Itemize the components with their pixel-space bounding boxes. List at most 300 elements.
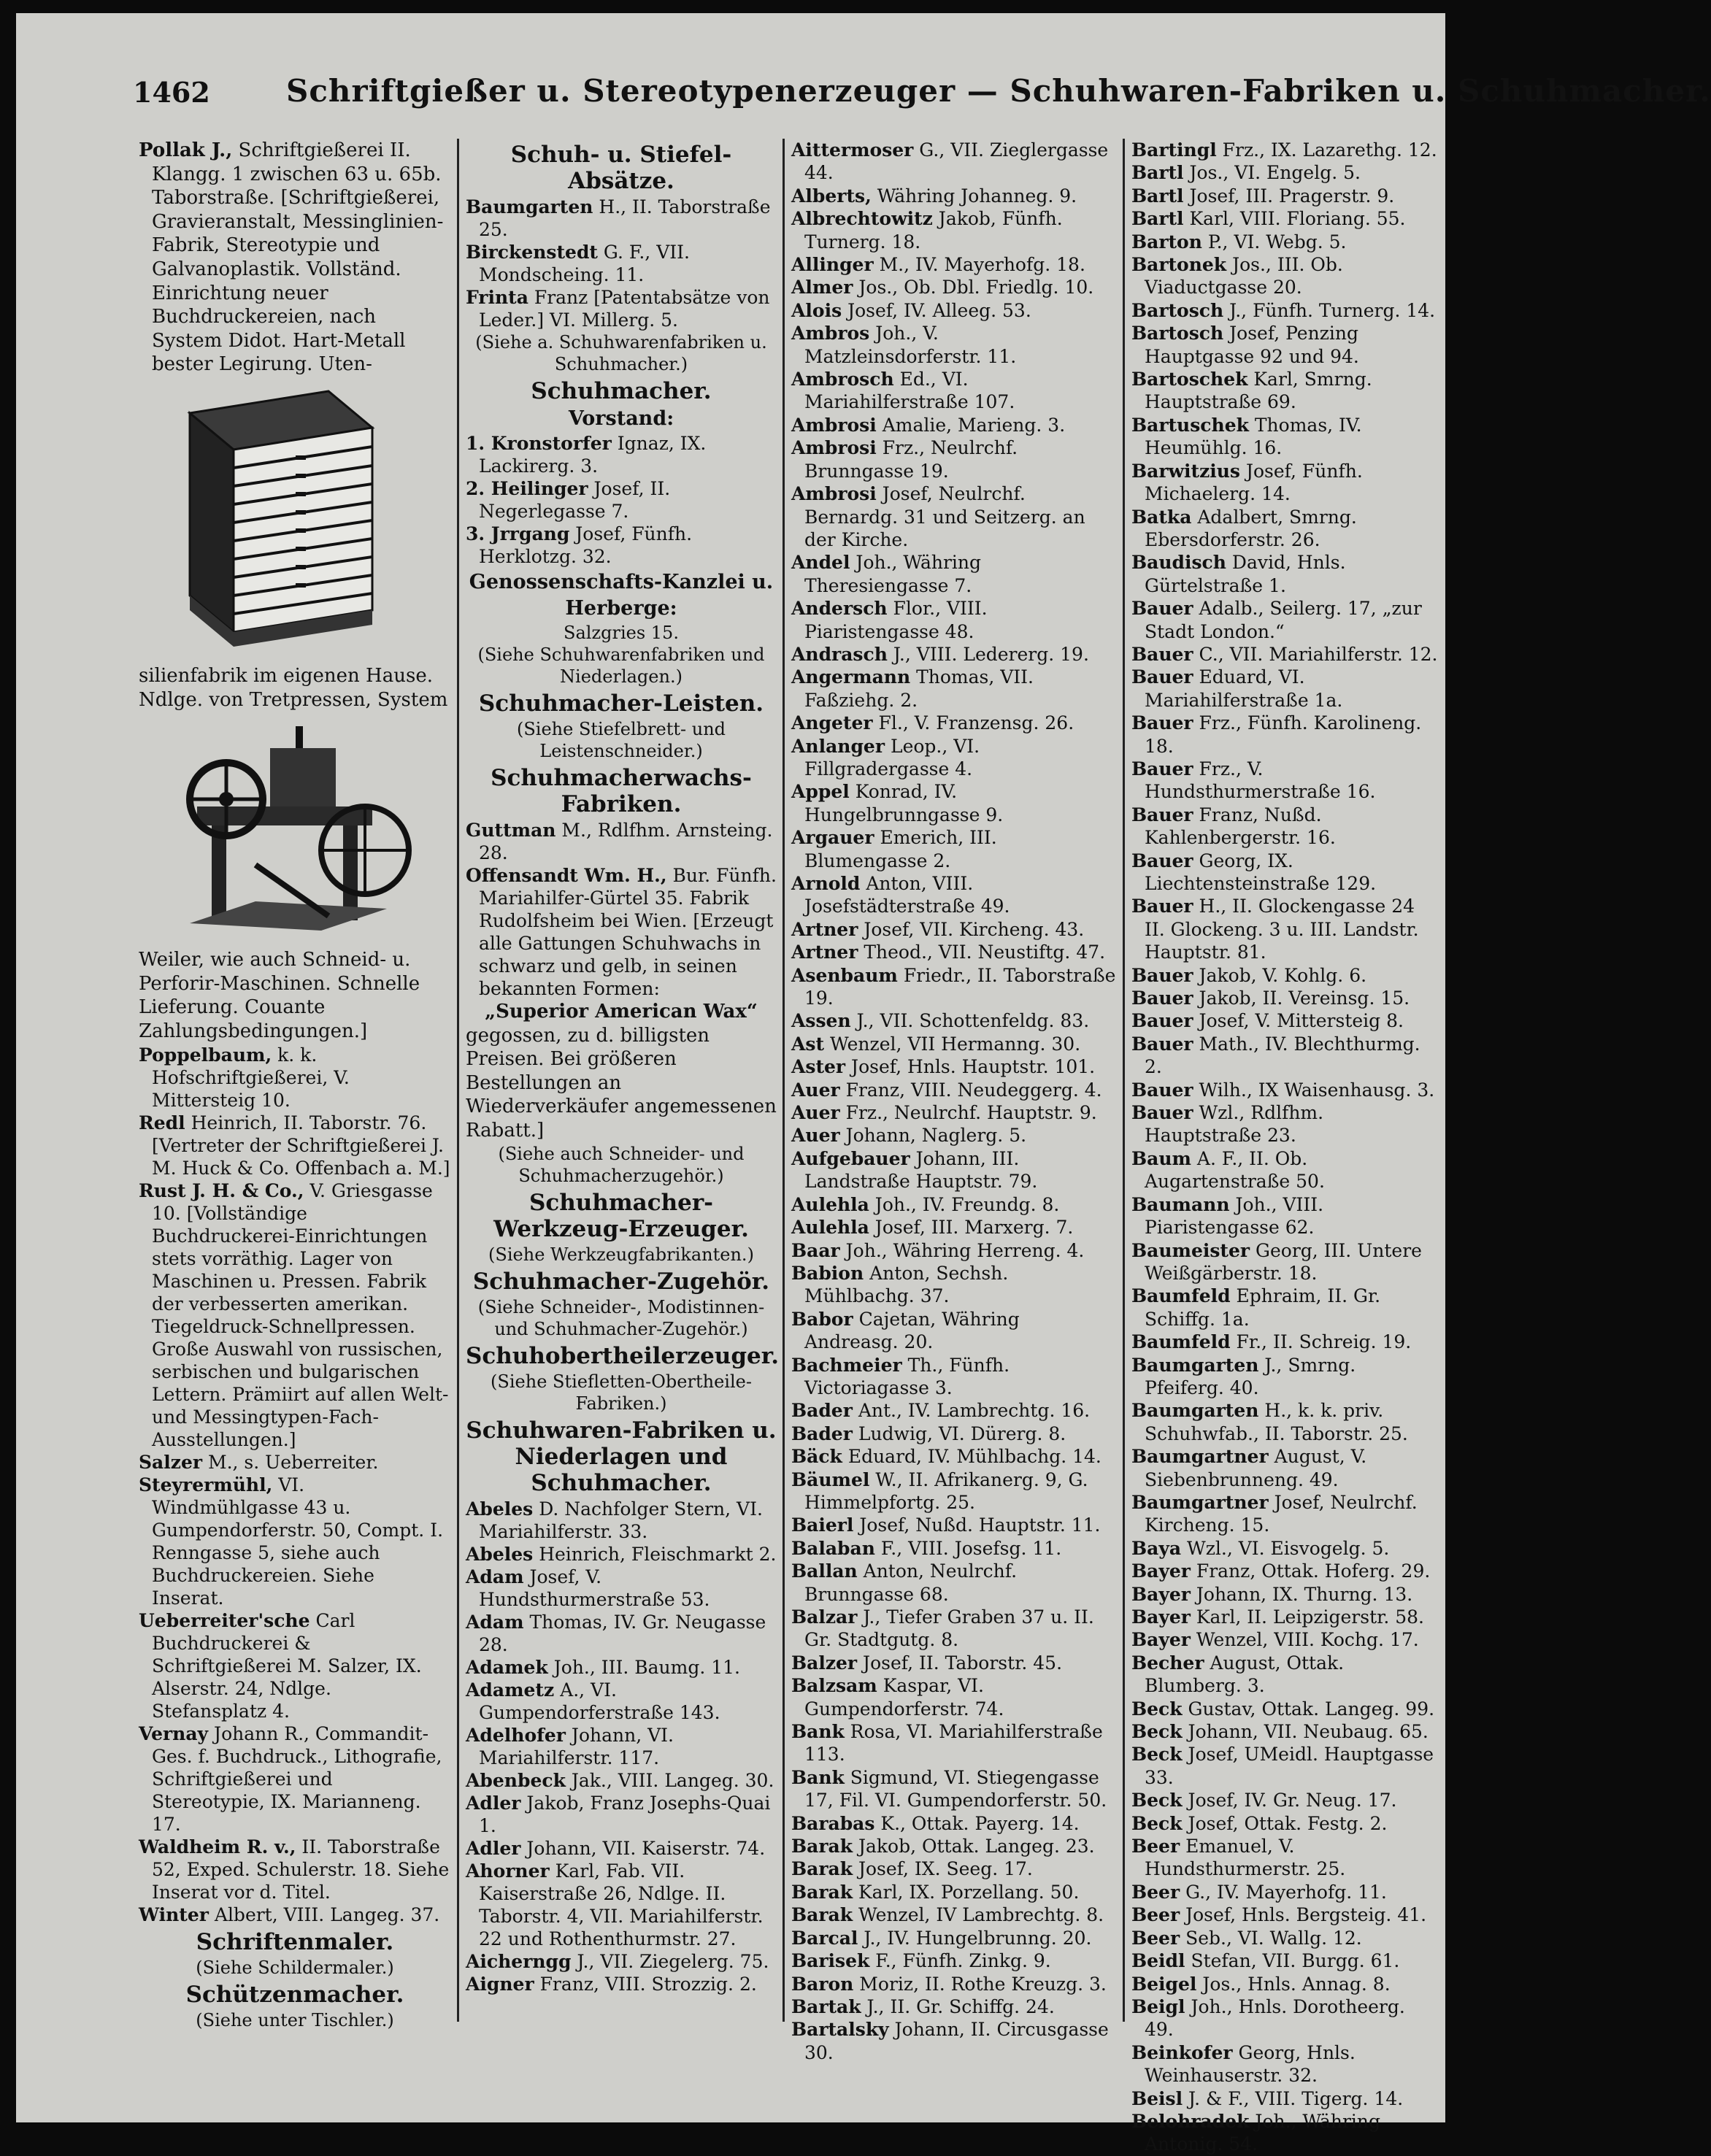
entry-name: Adler [466, 1792, 521, 1814]
entry-details: J., Smrng. Pfeiferg. 40. [1145, 1354, 1356, 1398]
entry-details: Bur. Fünfh. Mariahilfer-Gürtel 35. Fabrik Rudolfsheim bei Wien. [Erzeugt alle Gattungen Schuhwachs in schwarz und gelb, in seinen bekannten Formen: [479, 865, 777, 999]
directory-entry [1131, 2087, 1439, 2110]
entry-name: Bayer [1131, 1629, 1191, 1651]
section-heading: Schuhmacher-Werkzeug-Erzeuger. [493, 1189, 749, 1242]
directory-entry [791, 1835, 1117, 1857]
entry-details: Ludwig, VI. Dürerg. 8. [852, 1422, 1066, 1444]
entry-details: Franz [Patentabsätze von Leder.] VI. Millerg. 5. [479, 287, 770, 331]
entry-details: Leop., VI. Fillgradergasse 4. [804, 735, 980, 779]
type-cabinet-illustration [161, 384, 453, 654]
column-1-top-entries [139, 139, 451, 377]
entry-details: Josef, Fünfh. Michaelerg. 14. [1145, 460, 1363, 505]
directory-entry [1131, 1445, 1439, 1491]
entry-name: Bartak [791, 1995, 861, 2017]
directory-entry [1131, 1399, 1439, 1445]
directory-entry [1131, 1812, 1439, 1835]
entry-name: Bauer [1131, 896, 1193, 917]
entry-name: Baumgarten [1131, 1400, 1259, 1422]
section-heading: Schützenmacher. [185, 1981, 404, 2008]
directory-entry [791, 1445, 1117, 1468]
entry-name: Baumgarten [1131, 1354, 1259, 1376]
entry-name: Artner [791, 918, 858, 940]
directory-entry [466, 1792, 777, 1837]
entry-details: Josef, Penzing Hauptgasse 92 und 94. [1145, 323, 1359, 367]
entry-details: VI. Windmühlgasse 43 u. Gumpendorferstr. 50, Compt. I. Renngasse 5, siehe auch Buchdruckereien. Siehe Inserat. [152, 1474, 444, 1609]
directory-entry [791, 207, 1117, 253]
entry-details: Frz., IX. Lazarethg. 12. [1216, 139, 1437, 161]
entry-details: J., Fünfh. Turnerg. 14. [1223, 299, 1436, 321]
entry-details: Joh., III. Baumg. 11. [547, 1656, 740, 1678]
directory-entry [139, 1836, 451, 1903]
directory-entry [466, 286, 777, 331]
directory-entry [791, 1881, 1117, 1903]
entry-name: Babor [791, 1308, 853, 1330]
entry-name: Bartl [1131, 208, 1184, 230]
entry-details: Josef, Neulrchf. Kircheng. 15. [1145, 1491, 1418, 1536]
column-1 [139, 139, 451, 2034]
entry-name: Baron [791, 1973, 854, 1995]
directory-entry [466, 1656, 777, 1679]
entry-details: Ed., VI. Mariahilferstraße 107. [804, 369, 1015, 413]
entry-details: Josef, Nußd. Hauptstr. 11. [853, 1514, 1101, 1536]
directory-entry [1131, 231, 1439, 253]
entry-name: Beck [1131, 1744, 1183, 1766]
entry-name: Assen [791, 1010, 851, 1032]
column-1-sections [139, 1929, 451, 2031]
entry-details: Johann, VI. Mariahilferstr. 117. [479, 1724, 674, 1768]
directory-entry [466, 432, 777, 477]
entry-details: Johann, VII. Neubaug. 65. [1182, 1721, 1429, 1743]
entry-name: Bauer [1131, 1033, 1193, 1055]
entry-details: Carl Buchdruckerei & Schriftgießerei M. Salzer, IX. Alserstr. 24, Ndlge. Stefansplatz 4. [152, 1609, 422, 1722]
entry-details: Josef, Fünfh. Herklotzg. 32. [479, 523, 693, 567]
entry-details: Josef, IV. Gr. Neug. 17. [1182, 1790, 1397, 1812]
section-entries [466, 432, 777, 568]
directory-entry [791, 1927, 1117, 1949]
entry-details: H., II. Taborstraße 25. [479, 196, 771, 240]
directory-entry [791, 1857, 1117, 1880]
entry-name: Baumgartner [1131, 1491, 1269, 1513]
directory-entry [466, 1566, 777, 1611]
directory-entry [1131, 1147, 1439, 1193]
entry-name: Bauer [1131, 964, 1193, 986]
entry-name: 1. Kronstorfer [466, 433, 612, 454]
directory-entry [1131, 1698, 1439, 1720]
entry-details: Heinrich, II. Taborstr. 76. [Vertreter der Schriftgießerei J. M. Huck & Co. Offenbach a. M.] [152, 1112, 450, 1179]
directory-entry [791, 1354, 1117, 1400]
entry-name: Adler [466, 1837, 521, 1859]
directory-entry [1131, 185, 1439, 207]
entry-name: Barcal [791, 1927, 858, 1949]
entry-name: Adamek [466, 1656, 548, 1678]
entry-name: Abenbeck [466, 1769, 566, 1791]
entry-name: Baumgartner [1131, 1446, 1269, 1468]
entry-name: Vernay [139, 1722, 209, 1744]
directory-entry [1131, 1927, 1439, 1949]
entry-name: Anlanger [791, 735, 885, 757]
entry-details: Franz, Ottak. Hoferg. 29. [1190, 1560, 1431, 1582]
entry-details: Theod., VII. Neustiftg. 47. [858, 942, 1106, 963]
directory-entry [791, 2018, 1117, 2064]
entry-details: Jakob, II. Vereinsg. 15. [1193, 987, 1410, 1009]
entry-name: Bauer [1131, 804, 1193, 825]
entry-details: M., IV. Mayerhofg. 18. [873, 254, 1085, 276]
entry-details: Joh., IV. Freundg. 8. [869, 1193, 1060, 1215]
entry-details: Josef, II. Taborstr. 45. [857, 1652, 1063, 1674]
directory-entry [1131, 1560, 1439, 1582]
directory-entry [791, 780, 1117, 826]
directory-entry [791, 139, 1117, 185]
entry-details: Josef, IX. Seeg. 17. [853, 1858, 1033, 1880]
section-note: (Siehe Stiefletten-Obertheile-Fabriken.) [491, 1371, 752, 1414]
directory-entry [791, 1468, 1117, 1514]
entry-name: Winter [139, 1903, 209, 1925]
directory-entry [1131, 712, 1439, 758]
entry-details: Anton, VIII. Josefstädterstraße 49. [804, 873, 1010, 917]
entry-details: Amalie, Marieng. 3. [876, 414, 1066, 436]
entry-name: Auer [791, 1125, 840, 1147]
directory-entry [791, 1674, 1117, 1720]
entry-details: K., Ottak. Payerg. 14. [874, 1812, 1080, 1834]
section-note: (Siehe Werkzeugfabrikanten.) [488, 1244, 754, 1265]
entry-name: Bank [791, 1766, 845, 1788]
directory-entry [1131, 1583, 1439, 1606]
entry-details: Frz., Fünfh. Karolineng. 18. [1145, 712, 1422, 757]
entry-name: Abeles [466, 1498, 534, 1520]
directory-entry [1131, 643, 1439, 666]
entry-details: Johann, III. Landstraße Hauptstr. 79. [804, 1147, 1038, 1193]
directory-entry [791, 1079, 1117, 1101]
directory-entry [1131, 161, 1439, 184]
entry-details: Joh., Hnls. Dorotheerg. 49. [1145, 1995, 1405, 2041]
entry-name: Angermann [791, 666, 911, 688]
entry-details: Fl., V. Franzensg. 26. [872, 712, 1074, 734]
entry-details: G., VII. Zieglergasse 44. [804, 139, 1109, 184]
entry-name: Barisek [791, 1950, 870, 1972]
entry-details: Thomas, VII. Faßziehg. 2. [804, 666, 1034, 711]
directory-entry [1131, 964, 1439, 987]
column-rule [457, 139, 459, 2022]
entry-details: Gustav, Ottak. Langeg. 99. [1182, 1698, 1435, 1720]
entry-details: Franz, VIII. Neudeggerg. 4. [839, 1079, 1102, 1101]
entry-details: Fr., II. Schreig. 19. [1230, 1331, 1412, 1353]
section-heading: Schuhmacherwachs-Fabriken. [491, 765, 752, 817]
entry-details: Friedr., II. Taborstraße 19. [804, 964, 1116, 1009]
directory-entry [1131, 1903, 1439, 1926]
directory-entry [791, 368, 1117, 414]
directory-entry [1131, 1033, 1439, 1079]
entry-details: Joh., Währing Herreng. 4. [839, 1239, 1085, 1261]
directory-entry [791, 1973, 1117, 1995]
directory-entry [1131, 1009, 1439, 1032]
entry-name: Baumann [1131, 1193, 1230, 1215]
directory-entry [139, 1722, 451, 1836]
directory-entry [791, 1262, 1117, 1308]
entry-name: Almer [791, 277, 853, 299]
directory-entry [791, 712, 1117, 734]
directory-entry [791, 414, 1117, 436]
entry-details: Jakob, Franz Josephs-Quai 1. [479, 1792, 771, 1836]
section-entries [466, 196, 777, 331]
entry-name: Bauer [1131, 598, 1193, 620]
entry-details: Josef, V. Hundsthurmerstraße 53. [479, 1566, 710, 1610]
entry-details: Franz, VIII. Strozzig. 2. [534, 1973, 757, 1995]
entry-details: Wzl., Rdlfhm. Hauptstraße 23. [1145, 1102, 1324, 1147]
directory-entry [1131, 1720, 1439, 1743]
directory-entry [1131, 1743, 1439, 1789]
directory-entry [1131, 2110, 1439, 2156]
entry-name: Bartonek [1131, 254, 1227, 276]
column-4-entries [1131, 139, 1439, 2156]
entry-details: Jak., VIII. Langeg. 30. [565, 1769, 774, 1791]
entry-name: Andrasch [791, 643, 888, 665]
entry-details: Josef, III. Pragerstr. 9. [1183, 185, 1395, 207]
directory-entry [139, 139, 451, 377]
entry-name: Baierl [791, 1514, 854, 1536]
entry-name: Steyrermühl, [139, 1474, 273, 1495]
directory-entry [1131, 987, 1439, 1009]
entry-name: Aulehla [791, 1217, 869, 1239]
entry-name: Bauer [1131, 666, 1193, 688]
entry-details: Jakob, V. Kohlg. 6. [1193, 964, 1367, 986]
wax-brand: „Superior American Wax“ [485, 1001, 758, 1023]
directory-entry [791, 551, 1117, 597]
entry-name: Adam [466, 1566, 524, 1587]
entry-details: Johann, Naglerg. 5. [839, 1125, 1027, 1147]
entry-name: Beer [1131, 1836, 1180, 1857]
entry-details: J., VIII. Ledererg. 19. [887, 643, 1089, 665]
entry-details: Josef, Hnls. Hauptstr. 101. [845, 1056, 1096, 1078]
directory-entry [1131, 1239, 1439, 1285]
entry-details: P., VI. Webg. 5. [1201, 231, 1347, 253]
entry-name: Baumeister [1131, 1239, 1250, 1261]
entry-details: Frz., Neulrchf. Brunngasse 19. [804, 437, 1018, 482]
column-4 [1131, 139, 1439, 2156]
section-note: (Siehe a. Schuhwarenfabriken u. Schuhmacher.) [475, 332, 767, 374]
entry-details: Wilh., IX Waisenhausg. 3. [1193, 1079, 1435, 1101]
entry-name: Ast [791, 1033, 825, 1055]
directory-entry [791, 666, 1117, 712]
directory-entry [791, 1147, 1117, 1193]
entry-details: W., II. Afrikanerg. 9, G. Himmelpfortg. 25. [804, 1468, 1088, 1513]
directory-entry [466, 1837, 777, 1860]
entry-name: 2. Heilinger [466, 478, 588, 499]
entry-details: H., k. k. priv. Schuhwfab., II. Taborstr. 25. [1145, 1400, 1408, 1444]
directory-entry [466, 864, 777, 1000]
entry-name: Becher [1131, 1652, 1204, 1674]
column-3-entries [791, 139, 1117, 2064]
entry-name: Bayer [1131, 1606, 1191, 1628]
entry-details: Wenzel, VIII. Kochg. 17. [1190, 1629, 1419, 1651]
section-note: (Siehe auch Schneider- und Schuhmacherzugehör.) [498, 1143, 745, 1186]
entry-details: Johann R., Commandit-Ges. f. Buchdruck., Lithografie, Schriftgießerei und Stereotypie, IX. Marianneng. 17. [152, 1722, 442, 1835]
directory-entry [791, 1009, 1117, 1032]
directory-entry [1131, 299, 1439, 322]
entry-name: Artner [791, 942, 858, 963]
directory-entry [791, 482, 1117, 551]
entry-name: Bauer [1131, 1102, 1193, 1124]
entry-details: D. Nachfolger Stern, VI. Mariahilferstr. 33. [479, 1498, 763, 1542]
directory-entry [1131, 1285, 1439, 1331]
directory-entry [466, 1611, 777, 1656]
entry-name: Bäumel [791, 1468, 870, 1490]
entry-details: Thomas, IV. Heumühlg. 16. [1145, 414, 1362, 459]
directory-entry [1131, 1491, 1439, 1537]
directory-entry [791, 1995, 1117, 2018]
entry-details: Josef, UMeidl. Hauptgasse 33. [1145, 1744, 1434, 1788]
directory-entry [1131, 1537, 1439, 1560]
entry-details: Stefan, VII. Burgg. 61. [1185, 1950, 1400, 1972]
entry-name: Auer [791, 1079, 840, 1101]
entry-details: Jakob, Ottak. Langeg. 23. [853, 1836, 1095, 1857]
entry-name: Auer [791, 1102, 840, 1124]
entry-details: Seb., VI. Wallg. 12. [1180, 1927, 1362, 1949]
entry-name: Angeter [791, 712, 873, 734]
entry-name: Baudisch [1131, 552, 1226, 574]
section-note: (Siehe Stiefelbrett- und Leistenschneider.) [516, 719, 726, 761]
entry-details: Georg, IX. Liechtensteinstraße 129. [1145, 850, 1377, 894]
directory-entry [466, 1769, 777, 1792]
directory-entry [1131, 1835, 1439, 1881]
directory-entry [139, 1044, 451, 1112]
entry-name: Ballan [791, 1560, 858, 1582]
entry-name: Baumfeld [1131, 1285, 1231, 1307]
column-rule [1123, 139, 1125, 2022]
entry-details: Eduard, VI. Mariahilferstraße 1a. [1145, 666, 1343, 711]
entry-name: Barak [791, 1904, 853, 1926]
section-heading: Schuhmacher-Leisten. [478, 690, 764, 717]
directory-entry [1131, 368, 1439, 414]
entry-details: Josef, V. Mittersteig 8. [1193, 1010, 1404, 1032]
entry-name: Baum [1131, 1147, 1191, 1169]
directory-entry [791, 1399, 1117, 1422]
directory-entry [1131, 1995, 1439, 2041]
entry-details: Kaspar, VI. Gumpendorferstr. 74. [804, 1675, 1004, 1720]
entry-name: Bachmeier [791, 1354, 902, 1376]
column-rule [783, 139, 785, 2022]
directory-entry [791, 826, 1117, 872]
entry-name: Offensandt Wm. H., [466, 865, 667, 886]
entry-details: Albert, VIII. Langeg. 37. [208, 1903, 440, 1925]
entry-details: Karl, IX. Porzellang. 50. [853, 1881, 1080, 1903]
entry-details: Ephraim, II. Gr. Schiffg. 1a. [1145, 1285, 1381, 1330]
directory-entry [791, 1055, 1117, 1078]
entry-details: Frz., V. Hundsthurmerstraße 16. [1145, 758, 1376, 803]
entry-details: Schriftgießerei II. Klangg. 1 zwischen 63 u. 65b. Taborstraße. [Schriftgießerei, Gravieranstalt, Messinglinien-Fabrik, Stereotypie und Galvanoplastik. Vollständ. Einrichtung neuer Buchdruckereien, nach System Didot. Hart-Metall bester Legirung. Uten- [152, 139, 444, 376]
entry-details: Josef, III. Marxerg. 7. [869, 1217, 1074, 1239]
directory-entry [791, 185, 1117, 207]
directory-entry [466, 241, 777, 286]
entry-details: F., VIII. Josefsg. 11. [874, 1537, 1062, 1559]
entry-name: Argauer [791, 827, 874, 849]
directory-entry [466, 1498, 777, 1543]
running-title: Schriftgießer u. Stereotypenerzeuger — Schuhwaren-Fabriken u. Schuhmacher. [286, 73, 1711, 109]
subheading: Vorstand: [568, 407, 674, 430]
page-number: 1462 [133, 76, 210, 109]
entry-details: A. F., II. Ob. Augartenstraße 50. [1145, 1147, 1325, 1193]
entry-details: Wenzel, VII Hermanng. 30. [824, 1033, 1081, 1055]
entry-name: Poppelbaum, [139, 1044, 272, 1066]
directory-entry [791, 1193, 1117, 1216]
directory-entry [466, 1724, 777, 1769]
section-note: (Siehe unter Tischler.) [196, 2009, 394, 2030]
entry-details: Währing Johanneg. 9. [871, 185, 1077, 207]
entry-details: Emanuel, V. Hundsthurmerstr. 25. [1145, 1836, 1346, 1880]
entry-details: J., VII. Ziegelerg. 75. [571, 1950, 769, 1972]
entry-name: Barak [791, 1881, 853, 1903]
subheading: Genossenschafts-Kanzlei u. Herberge: [469, 571, 774, 620]
entry-name: Pollak J., [139, 139, 233, 161]
entry-name: Bayer [1131, 1583, 1191, 1605]
entry-details: F., Fünfh. Zinkg. 9. [869, 1950, 1051, 1972]
directory-entry [791, 1903, 1117, 1926]
entry-details: Jos., Ob. Dbl. Friedlg. 10. [853, 277, 1094, 299]
entry-details: Ignaz, IX. Lackirerg. 3. [479, 433, 707, 477]
directory-entry [791, 735, 1117, 781]
directory-entry [466, 819, 777, 864]
directory-entry [1131, 1079, 1439, 1101]
directory-entry [1131, 253, 1439, 299]
directory-entry [1131, 1354, 1439, 1400]
directory-entry [139, 1451, 451, 1474]
directory-entry [791, 436, 1117, 482]
entry-details: Josef, Hnls. Bergsteig. 41. [1180, 1904, 1427, 1926]
entry-details: Josef, II. Negerlegasse 7. [479, 478, 671, 522]
entry-name: Albrechtowitz [791, 208, 933, 230]
entry-name: Beidl [1131, 1950, 1185, 1972]
directory-entry [791, 1537, 1117, 1560]
section-heading: Schriftenmaler. [196, 1928, 394, 1955]
entry-name: Barak [791, 1836, 853, 1857]
directory-entry [1131, 666, 1439, 712]
directory-entry [1131, 1949, 1439, 1972]
entry-name: Balaban [791, 1537, 875, 1559]
section-entries [466, 1498, 777, 1995]
entry-details: A., VI. Gumpendorferstraße 143. [479, 1679, 720, 1723]
entry-name: Ahorner [466, 1860, 550, 1882]
entry-name: Bartl [1131, 185, 1184, 207]
entry-name: Redl [139, 1112, 185, 1133]
treadle-press-illustration [168, 719, 431, 938]
directory-entry [1131, 1331, 1439, 1353]
directory-entry [1131, 1652, 1439, 1698]
entry-name: Bäck [791, 1446, 842, 1468]
entry-name: Aufgebauer [791, 1147, 910, 1169]
entry-details: M., Rdlfhm. Arnsteing. 28. [479, 820, 773, 863]
directory-entry [1131, 758, 1439, 804]
subheading-text: Salzgries 15. [564, 623, 679, 643]
entry-name: Batka [1131, 506, 1192, 528]
entry-name: Bauer [1131, 1010, 1193, 1032]
column-3 [791, 139, 1117, 2064]
entry-details: Konrad, IV. Hungelbrunngasse 9. [804, 781, 1004, 825]
entry-name: Alberts, [791, 185, 872, 207]
entry-details: Joh., VIII. Piaristengasse 62. [1145, 1193, 1324, 1239]
directory-entry [1131, 2041, 1439, 2087]
directory-entry [466, 1973, 777, 1995]
directory-entry [466, 477, 777, 523]
entry-details: Georg, Hnls. Weinhauserstr. 32. [1145, 2041, 1356, 2087]
directory-entry [1131, 551, 1439, 597]
illustration-caption: Weiler, wie auch Schneid- u. Perforir-Maschinen. Schnelle Lieferung. Couante Zahlungsbedingungen.] [139, 949, 420, 1042]
section-heading: Schuhmacher. [531, 378, 712, 404]
directory-entry [791, 299, 1117, 322]
entry-name: Beisl [1131, 2087, 1183, 2109]
entry-name: Beer [1131, 1927, 1180, 1949]
entry-name: Aicherngg [466, 1950, 572, 1972]
directory-entry [1131, 804, 1439, 850]
entry-name: Ambrosi [791, 414, 877, 436]
